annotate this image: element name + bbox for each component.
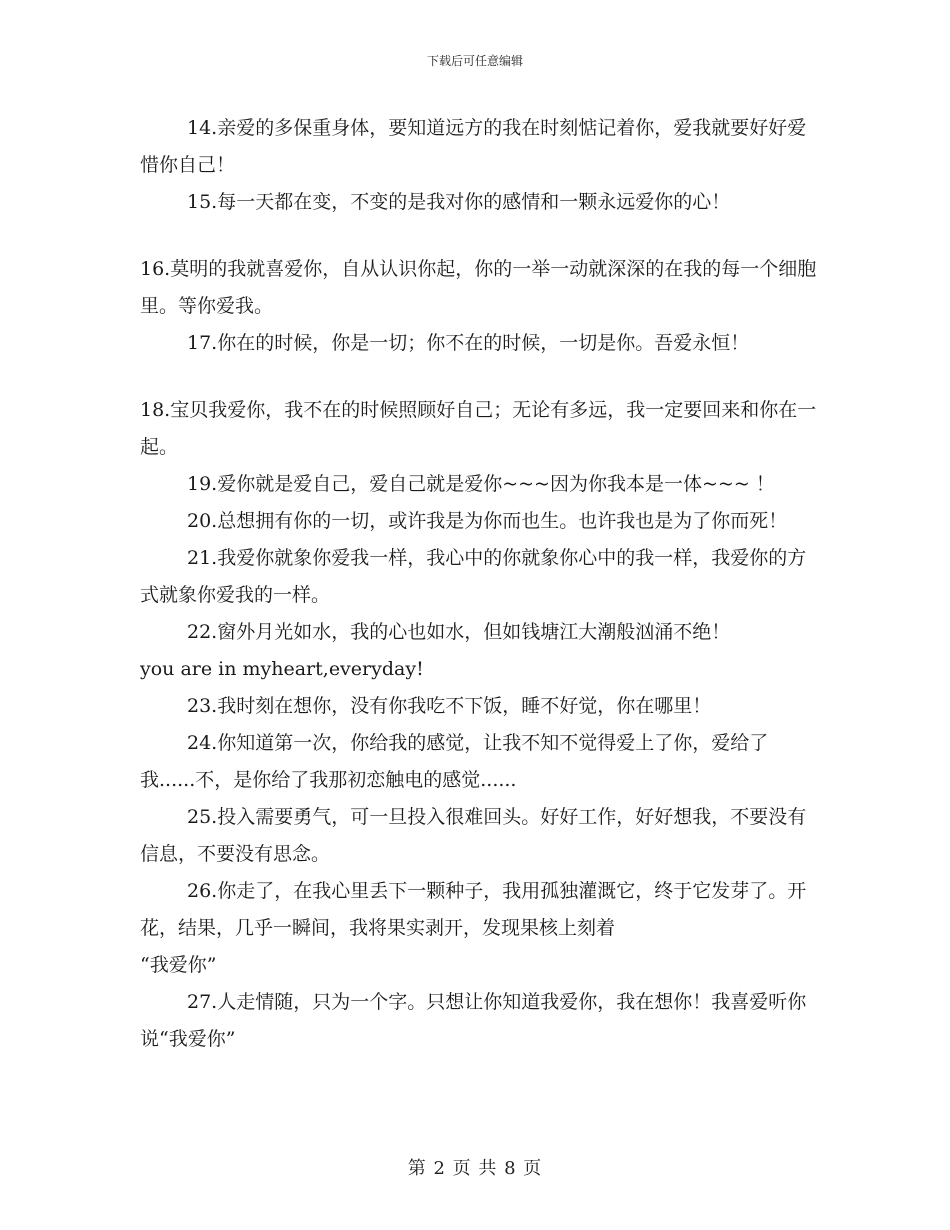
paragraph-20: 20.总想拥有你的一切，或许我是为你而也生。也许我也是为了你而死！ [187, 510, 788, 532]
paragraph-15: 15.每一天都在变，不变的是我对你的感情和一颗永远爱你的心！ [187, 191, 731, 213]
document-body [140, 110, 820, 1058]
paragraph-22: 22.窗外月光如水，我的心也如水，但如钱塘江大潮般汹涌不绝！ [187, 621, 731, 643]
paragraph-17: 17.你在的时候，你是一切；你不在的时候，一切是你。吾爱永恒！ [187, 332, 750, 354]
page-number-footer: 第 2 页 共 8 页 [407, 1158, 543, 1179]
paragraph-16: 16.莫明的我就喜爱你，自从认识你起，你的一举一动就深深的在我的每一个细胞里。等你爱我。 [140, 258, 817, 317]
paragraph-26-quote: “我爱你” [140, 954, 217, 976]
paragraph-english: you are in myheart,everyday! [140, 658, 424, 680]
paragraph-26: 26.你走了，在我心里丢下一颗种子，我用孤独灌溉它，终于它发芽了。开花，结果，几乎一瞬间，我将果实剥开，发现果核上刻着 [140, 880, 807, 939]
paragraph-24: 24.你知道第一次，你给我的感觉，让我不知不觉得爱上了你，爱给了我......不，是你给了我那初恋触电的感觉...... [140, 732, 769, 791]
paragraph-18: 18.宝贝我爱你，我不在的时候照顾好自己；无论有多远，我一定要回来和你在一起。 [140, 399, 817, 458]
paragraph-27: 27.人走情随，只为一个字。只想让你知道我爱你，我在想你！我喜爱听你说“我爱你” [140, 991, 807, 1050]
paragraph-25: 25.投入需要勇气，可一旦投入很难回头。好好工作，好好想我，不要没有信息，不要没有思念。 [140, 806, 807, 865]
page-header: 下载后可任意编辑 [426, 54, 523, 68]
paragraph-21: 21.我爱你就象你爱我一样，我心中的你就象你心中的我一样，我爱你的方式就象你爱我的一样。 [140, 547, 807, 606]
paragraph-14: 14.亲爱的多保重身体，要知道远方的我在时刻惦记着你，爱我就要好好爱惜你自己！ [140, 117, 807, 176]
paragraph-23: 23.我时刻在想你，没有你我吃不下饭，睡不好觉，你在哪里！ [187, 695, 712, 717]
paragraph-19: 19.爱你就是爱自己，爱自己就是爱你~~~因为你我本是一体~~~ ！ [187, 473, 775, 495]
